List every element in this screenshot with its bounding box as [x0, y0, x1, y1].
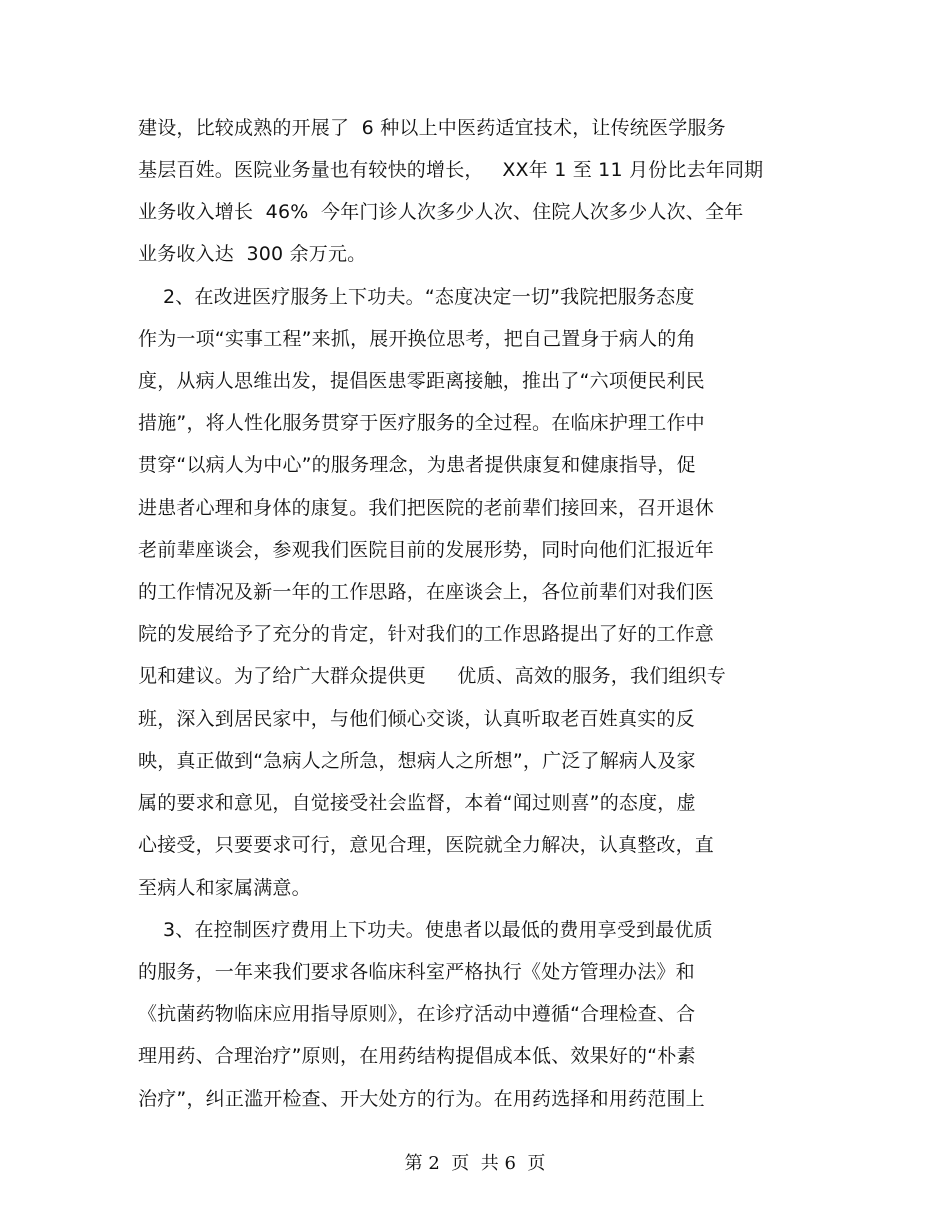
- text-line: 建设，比较成熟的开展了 6 种以上中医药适宜技术，让传统医学服务: [138, 117, 726, 139]
- text-line: 治疗”，纠正滥开检查、开大处方的行为。在用药选择和用药范围上: [138, 1088, 705, 1110]
- text-line: 措施”，将人性化服务贯穿于医疗服务的全过程。在临床护理工作中: [138, 412, 705, 434]
- text-line: 属的要求和意见，自觉接受社会监督，本着“闻过则喜”的态度，虚: [138, 792, 696, 814]
- text-line: 作为一项“实事工程”来抓，展开换位思考，把自己置身于病人的角: [138, 328, 696, 350]
- text-line: 进患者心理和身体的康复。我们把医院的老前辈们接回来，召开退休: [138, 497, 715, 519]
- text-line: 心接受，只要要求可行，意见合理，医院就全力解决，认真整改，直: [138, 834, 715, 856]
- text-line: 业务收入达 300 余万元。: [138, 243, 367, 265]
- text-line: 业务收入增长 46% 今年门诊人次多少人次、住院人次多少人次、全年: [138, 201, 744, 223]
- text-line: 理用药、合理治疗”原则，在用药结构提倡成本低、效果好的“朴素: [138, 1045, 696, 1067]
- text-line: 的工作情况及新一年的工作思路，在座谈会上，各位前辈们对我们医: [138, 581, 715, 603]
- text-line: 老前辈座谈会，参观我们医院目前的发展形势，同时向他们汇报近年: [138, 539, 715, 561]
- text-line: 至病人和家属满意。: [138, 877, 311, 899]
- text-line: 基层百姓。医院业务量也有较快的增长， XX年 1 至 11 月份比去年同期: [138, 159, 764, 181]
- text-line: 班，深入到居民家中，与他们倾心交谈，认真听取老百姓真实的反: [138, 708, 695, 730]
- text-line: 见和建议。为了给广大群众提供更 优质、高效的服务，我们组织专: [138, 665, 726, 687]
- text-line: 《抗菌药物临床应用指导原则》，在诊疗活动中遵循“合理检查、合: [138, 1003, 696, 1025]
- paragraph-3-start: 3、在控制医疗费用上下功夫。使患者以最低的费用享受到最优质: [138, 919, 713, 941]
- text-line: 的服务，一年来我们要求各临床科室严格执行《处方管理办法》和: [138, 961, 695, 983]
- page-number-footer: 第 2 页 共 6 页: [404, 1153, 546, 1174]
- paragraph-2-start: 2、在改进医疗服务上下功夫。“态度决定一切”我院把服务态度: [138, 286, 695, 308]
- text-line: 映，真正做到“急病人之所急，想病人之所想”，广泛了解病人及家: [138, 750, 696, 772]
- text-line: 院的发展给予了充分的肯定，针对我们的工作思路提出了好的工作意: [138, 623, 715, 645]
- text-line: 度，从病人思维出发，提倡医患零距离接触，推出了“六项便民利民: [138, 370, 705, 392]
- text-line: 贯穿“以病人为中心”的服务理念，为患者提供康复和健康指导，促: [138, 454, 696, 476]
